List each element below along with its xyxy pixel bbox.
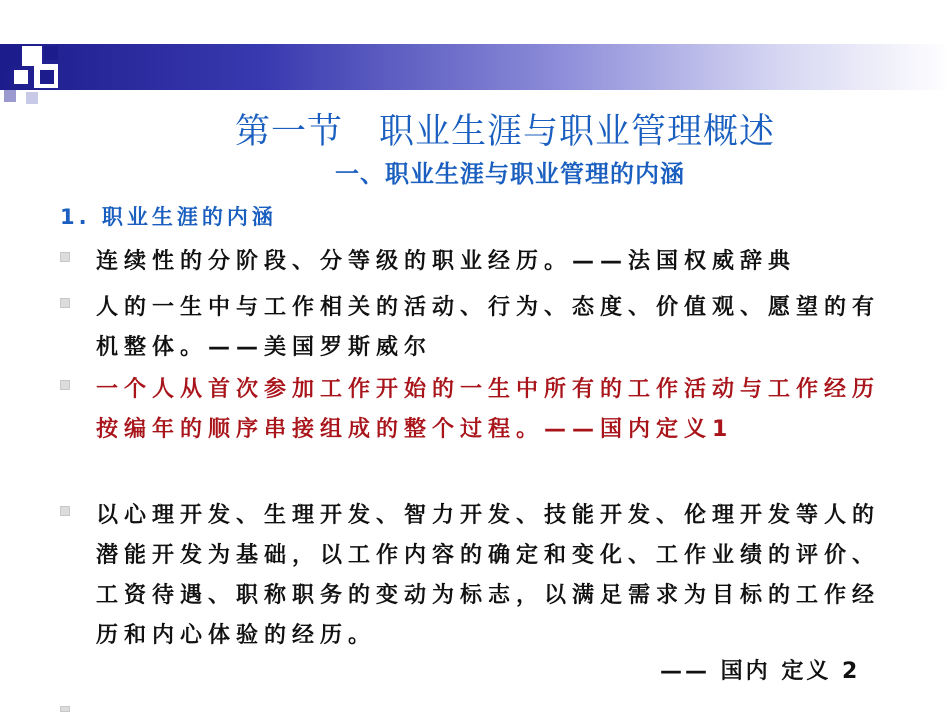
section-heading: 1. 职业生涯的内涵 [60, 205, 277, 229]
bullet-text-3-highlight: 一个人从首次参加工作开始的一生中所有的工作活动与工作经历按编年的顺序串接组成的整个过程。——国内定义1 [96, 377, 881, 442]
bullet-icon [60, 252, 70, 262]
bullet-icon [60, 380, 70, 390]
decorative-header-bar [0, 44, 950, 90]
slide-title: 第一节 职业生涯与职业管理概述 [234, 112, 775, 152]
bullet-icon [60, 506, 70, 516]
bullet-text-2: 人的一生中与工作相关的活动、行为、态度、价值观、愿望的有机整体。——美国罗斯威尔 [96, 295, 881, 360]
definition-source: —— 国内 定义 2 [660, 659, 861, 684]
bullet-icon [60, 706, 70, 712]
bullet-text-1: 连续性的分阶段、分等级的职业经历。——法国权威辞典 [96, 249, 797, 274]
bullet-text-4: 以心理开发、生理开发、智力开发、技能开发、伦理开发等人的潜能开发为基础，以工作内容的确定和变化、工作业绩的评价、工资待遇、职称职务的变动为标志，以满足需求为目标的工作经历和内心体验的经历。 [96, 503, 881, 648]
slide-subtitle: 一、职业生涯与职业管理的内涵 [335, 160, 685, 188]
bullet-icon [60, 298, 70, 308]
